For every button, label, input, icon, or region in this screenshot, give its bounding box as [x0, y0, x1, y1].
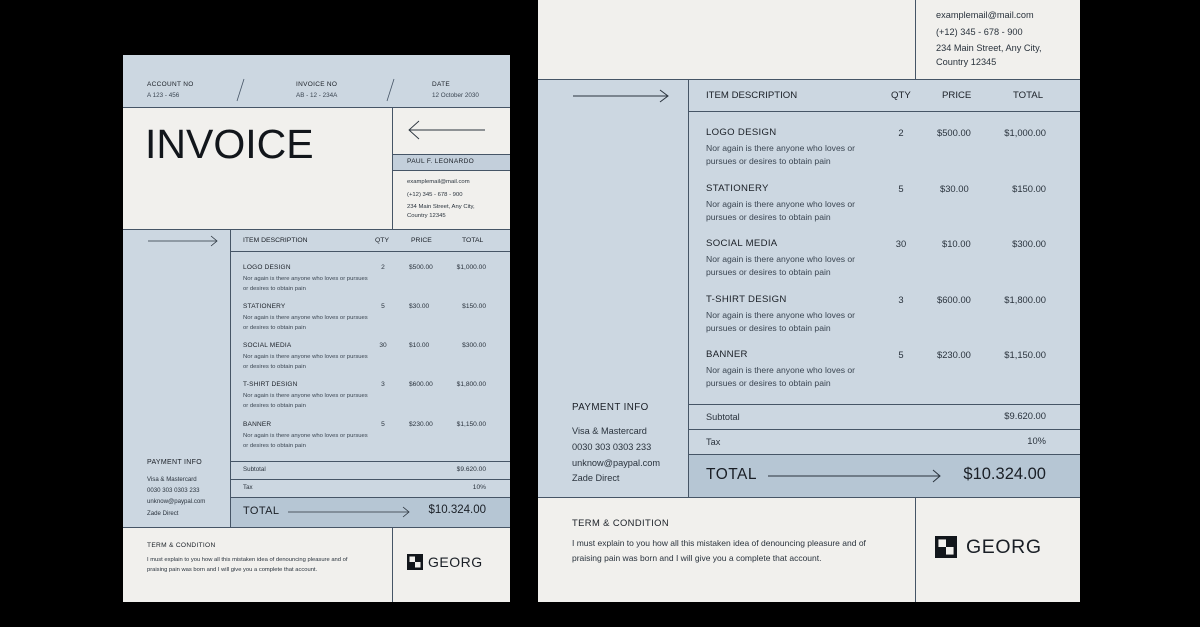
- account-label: ACCOUNT NO: [147, 81, 194, 88]
- terms-line-1: I must explain to you how all this mistaken idea of denouncing pleasure and of: [572, 538, 866, 548]
- col-price-header: PRICE: [942, 90, 972, 101]
- item-total: $1,000.00: [456, 264, 486, 271]
- subtotal-value: $9.620.00: [1004, 410, 1046, 421]
- item-price: $600.00: [937, 294, 971, 305]
- item-total: $1,800.00: [456, 381, 486, 388]
- col-item-header: ITEM DESCRIPTION: [706, 90, 798, 101]
- payment-direct: Zade Direct: [572, 473, 620, 483]
- invoice-no-value: AB - 12 - 234A: [296, 92, 338, 99]
- item-total: $300.00: [1012, 238, 1046, 249]
- item-price: $500.00: [409, 264, 433, 271]
- item-desc: Nor again is there anyone who loves or pursues or desires to obtain pain: [243, 433, 368, 449]
- arrow-right-icon: [287, 506, 411, 518]
- payment-paypal: unknow@paypal.com: [572, 458, 660, 468]
- item-qty: 2: [898, 127, 904, 138]
- item-desc: Nor again is there anyone who loves or pursues or desires to obtain pain: [706, 143, 856, 166]
- invoice-sheet-left: [123, 55, 510, 602]
- date-value: 12 October 2030: [432, 92, 479, 99]
- arrow-right-icon: [572, 88, 670, 104]
- item-name: STATIONERY: [706, 183, 769, 194]
- client-email: examplemail@mail.com: [936, 10, 1034, 20]
- item-total: $1,150.00: [1004, 349, 1046, 360]
- col-price-header: PRICE: [411, 237, 432, 244]
- client-address-2: Country 12345: [936, 57, 997, 67]
- item-price: $230.00: [409, 421, 433, 428]
- item-name: LOGO DESIGN: [706, 127, 777, 138]
- item-desc: Nor again is there anyone who loves or pursues or desires to obtain pain: [706, 199, 856, 222]
- invoice-no-label: INVOICE NO: [296, 81, 338, 88]
- date-label: DATE: [432, 81, 451, 88]
- item-qty: 5: [898, 183, 904, 194]
- item-desc: Nor again is there anyone who loves or pursues or desires to obtain pain: [243, 276, 368, 292]
- item-qty: 2: [381, 264, 385, 271]
- slash-divider: [233, 77, 249, 103]
- payment-number: 0030 303 0303 233: [572, 442, 652, 452]
- payment-method: Visa & Mastercard: [147, 476, 197, 483]
- item-name: SOCIAL MEDIA: [706, 238, 778, 249]
- item-qty: 30: [895, 238, 907, 249]
- terms-line-2: praising pain was born and I will give you a complete that account.: [147, 567, 318, 573]
- subtotal-label: Subtotal: [243, 466, 266, 473]
- client-name: PAUL F. LEONARDO: [407, 158, 475, 165]
- client-phone: (+12) 345 - 678 - 900: [936, 27, 1023, 37]
- item-qty: 5: [381, 303, 385, 310]
- slash-divider: [383, 77, 399, 103]
- item-price: $230.00: [937, 349, 971, 360]
- item-total: $150.00: [462, 303, 486, 310]
- brand-name: GEORG: [966, 536, 1042, 558]
- total-value: $10.324.00: [963, 465, 1046, 483]
- account-value: A 123 - 456: [147, 92, 180, 99]
- item-price: $600.00: [409, 381, 433, 388]
- item-price: $30.00: [409, 303, 430, 310]
- item-desc: Nor again is there anyone who loves or pursues or desires to obtain pain: [706, 365, 856, 388]
- arrow-left-icon: [407, 119, 487, 141]
- item-price: $10.00: [942, 238, 971, 249]
- item-total: $150.00: [1012, 183, 1046, 194]
- tax-label: Tax: [243, 484, 253, 491]
- payment-method: Visa & Mastercard: [572, 426, 647, 436]
- subtotal-value: $9.620.00: [456, 466, 486, 473]
- subtotal-label: Subtotal: [706, 412, 740, 422]
- payment-number: 0030 303 0303 233: [147, 487, 200, 494]
- item-total: $1,800.00: [1004, 294, 1046, 305]
- col-qty-header: QTY: [375, 237, 389, 244]
- item-total: $1,150.00: [456, 421, 486, 428]
- col-qty-header: QTY: [891, 90, 911, 101]
- item-desc: Nor again is there anyone who loves or pursues or desires to obtain pain: [243, 315, 368, 331]
- item-total: $1,000.00: [1004, 127, 1046, 138]
- total-value: $10.324.00: [428, 504, 486, 516]
- item-price: $500.00: [937, 127, 971, 138]
- payment-direct: Zade Direct: [147, 510, 179, 517]
- total-label: TOTAL: [243, 505, 280, 517]
- terms-line-1: I must explain to you how all this mistaken idea of denouncing pleasure and of: [147, 557, 348, 563]
- client-address-1: 234 Main Street, Any City,: [407, 204, 475, 210]
- arrow-right-icon: [147, 235, 219, 247]
- item-name: BANNER: [243, 421, 272, 428]
- brand-name: GEORG: [428, 554, 483, 570]
- item-desc: Nor again is there anyone who loves or pursues or desires to obtain pain: [243, 354, 368, 370]
- item-desc: Nor again is there anyone who loves or pursues or desires to obtain pain: [706, 254, 856, 277]
- item-desc: Nor again is there anyone who loves or pursues or desires to obtain pain: [706, 310, 856, 333]
- col-item-header: ITEM DESCRIPTION: [243, 237, 308, 244]
- item-name: SOCIAL MEDIA: [243, 342, 292, 349]
- terms-title: TERM & CONDITION: [572, 517, 670, 528]
- item-name: T-SHIRT DESIGN: [706, 294, 787, 305]
- terms-line-2: praising pain was born and I will give you a complete that account.: [572, 553, 822, 563]
- item-qty: 5: [898, 349, 904, 360]
- client-address-2: Country 12345: [407, 213, 446, 219]
- item-name: BANNER: [706, 349, 748, 360]
- col-total-header: TOTAL: [1013, 90, 1044, 101]
- item-qty: 30: [379, 342, 387, 349]
- tax-value: 10%: [472, 484, 486, 491]
- client-email: examplemail@mail.com: [407, 179, 470, 185]
- georg-logo-icon: [935, 536, 957, 558]
- tax-value: 10%: [1027, 435, 1046, 446]
- col-total-header: TOTAL: [462, 237, 484, 244]
- client-phone: (+12) 345 - 678 - 900: [407, 192, 463, 198]
- total-label: TOTAL: [706, 466, 758, 483]
- item-price: $10.00: [409, 342, 430, 349]
- terms-title: TERM & CONDITION: [147, 542, 216, 549]
- georg-logo-icon: [407, 554, 423, 570]
- payment-title: PAYMENT INFO: [147, 459, 202, 466]
- arrow-right-icon: [767, 468, 942, 484]
- item-name: T-SHIRT DESIGN: [243, 381, 298, 388]
- item-price: $30.00: [940, 183, 969, 194]
- item-qty: 5: [381, 421, 385, 428]
- item-desc: Nor again is there anyone who loves or pursues or desires to obtain pain: [243, 393, 368, 409]
- item-total: $300.00: [462, 342, 486, 349]
- client-address-1: 234 Main Street, Any City,: [936, 43, 1042, 53]
- payment-title: PAYMENT INFO: [572, 402, 649, 413]
- tax-label: Tax: [706, 437, 721, 447]
- payment-paypal: unknow@paypal.com: [147, 498, 206, 505]
- item-qty: 3: [381, 381, 385, 388]
- invoice-sheet-right: [538, 0, 1080, 602]
- invoice-title: INVOICE: [145, 121, 314, 167]
- item-name: STATIONERY: [243, 303, 286, 310]
- item-qty: 3: [898, 294, 904, 305]
- item-name: LOGO DESIGN: [243, 264, 291, 271]
